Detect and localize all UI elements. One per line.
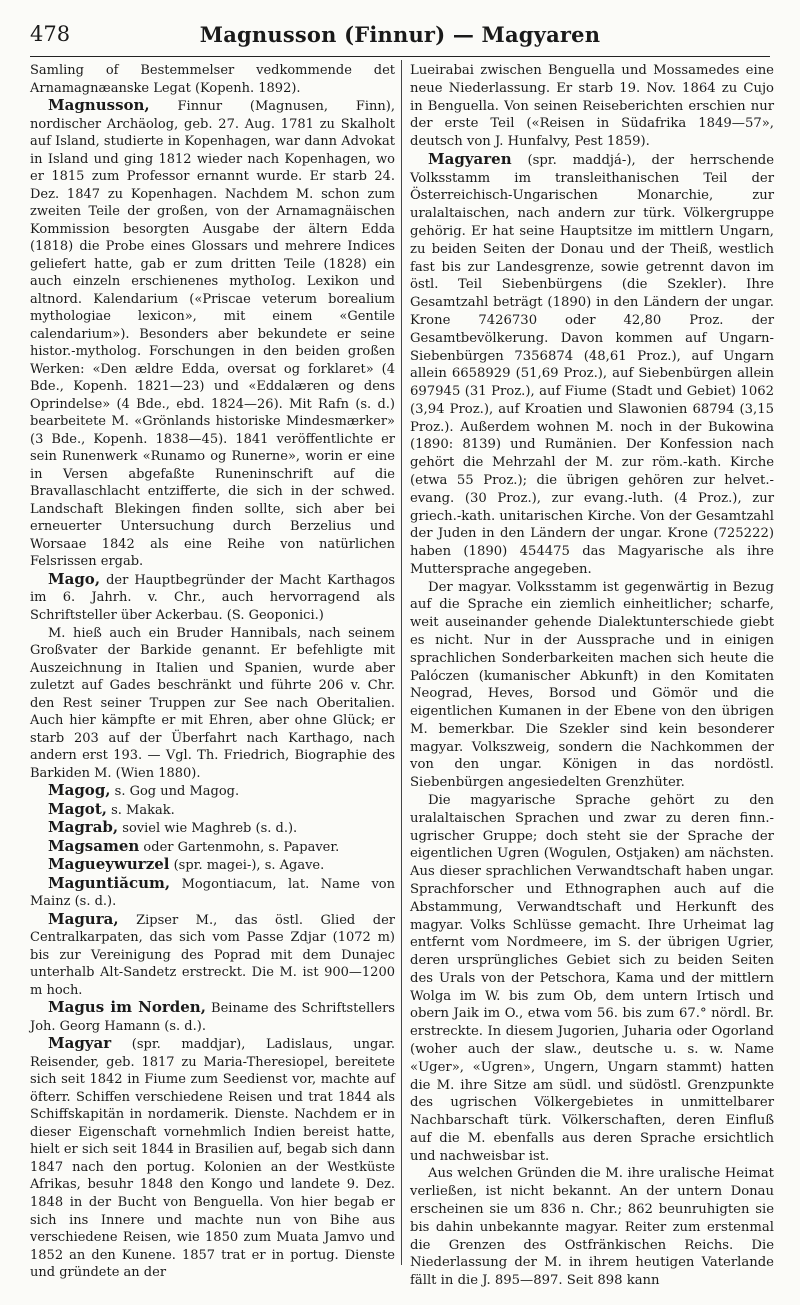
entry-text: (spr. magei-), s. Agave. [169,858,325,874]
running-title: Magnusson (Finnur) — Magyaren [199,22,601,47]
entry-text: Der magyar. Volksstamm ist gegenwärtig in Bezug auf die Sprache ein ziemlich einheitlicher; scharfe, weit auseinander gehende Dialektunterschiede giebt es nicht. Nur in der Aussprache und in einigen sprachlichen Sonderbarkeiten machen sich heute die Palóczen (kumanischer Abkunft) in den Komitaten Neograd, Heves, Borsod und Gömör und die eigentlichen Kumanen in der Ebene von den übrigen M. bemerkbar. Die Szekler sind kein besonderer magyar. Volkszweig, sondern die Nachkommen der von den ungar. Königen in das nordöstl. Siebenbürgen angesiedelten Grenzhüter. [410,579,774,791]
entry-text: M. hieß auch ein Bruder Hannibals, nach seinem Großvater der Barkide genannt. Er befehligte mit Auszeichnung in Italien und Spanien, wurde aber zuletzt auf Gades beschränkt und führte 206 v. Chr. den Rest seiner Truppen zur See nach Oberitalien. Auch hier kämpfte er mit Ehren, aber ohne Glück; er starb 203 auf der Überfahrt nach Karthago, nach andern erst 193. — Vgl. Th. Friedrich, Biographie des Barkiden M. (Wien 1880). [30,625,395,781]
page-header [30,22,770,52]
entry-headword: Mago, [48,569,101,588]
entry-paragraph [30,625,395,783]
entry-paragraph [30,571,395,625]
page-number: 478 [30,22,71,46]
entry-text: der Hauptbegründer der Macht Karthagos im 6. Jahrh. v. Chr., auch hervorragend als Schriftsteller über Ackerbau. (S. Geoponici.) [30,572,395,623]
entry-headword: Magot, [48,799,107,818]
entry-paragraph [30,999,395,1035]
entry-paragraph [410,1165,774,1289]
entry-headword: Magyar [48,1034,112,1053]
entry-text: Mogontiacum, lat. Name von Mainz (s. d.). [30,876,395,910]
entry-paragraph [30,1035,395,1281]
entry-paragraph [410,62,774,151]
entry-paragraph [410,792,774,1165]
entry-paragraph [30,782,395,801]
entry-headword: Magnusson, [48,96,150,115]
entry-headword: Magsamen [48,836,140,855]
header-rule [30,56,770,57]
entry-headword: Magus im Norden, [48,998,206,1017]
entry-paragraph [30,875,395,911]
entry-text: (spr. maddjar), Ladislaus, ungar. Reisender, geb. 1817 zu Maria-Theresiopel, bereitete sich seit 1842 in Fiume zum Seedienst vor, machte auf öfterr. Schiffen verschiedene Reisen und trat 1844 als Schiffskapitän in nordamerik. Dienste. Nachdem er in dieser Eigenschaft vornehmlich Indien bereist hatte, hielt er sich seit 1844 in Brasilien auf, begab sich dann 1847 nach den portug. Kolonien an der Westküste Afrikas, besuhr 1848 den Kongo und landete 9. Dez. 1848 in der Bucht von Benguella. Von hier begab er sich ins Innere und machte nun von Bihe aus verschiedene Reisen, wie 1850 zum Muata Jamvo und 1852 an den Kunene. 1857 trat er in portug. Dienste und gründete an der [30,1037,395,1281]
entry-text: Beiname des Schriftstellers Joh. Georg Hamann (s. d.). [30,1001,395,1034]
right-column [410,62,774,1290]
entry-paragraph [30,856,395,875]
entry-headword: Magueywurzel [48,855,170,874]
left-column [30,62,395,1282]
entry-paragraph [30,801,395,820]
entry-text: Samling of Bestemmelser vedkommende det Arnamagnæanske Legat (Kopenh. 1892). [30,63,395,96]
entry-paragraph [30,819,395,838]
entry-text: (spr. maddjá-), der herrschende Volksstamm im transleithanischen Teil der Österreichisch-Ungarischen Monarchie, zur uralaltaischen, nach andern zur türk. Völkergruppe gehörig. Er hat seine Hauptsitze im mittlern Ungarn, zu beiden Seiten der Donau und der Theiß, westlich fast bis zur Landesgrenze, sowie getrennt davon im östl. Teil Siebenbürgens (die Szekler). Ihre Gesamtzahl beträgt (1890) in den Ländern der ungar. Krone 7426730 oder 42,80 Proz. der Gesamtbevölkerung. Davon kommen auf Ungarn-Siebenbürgen 7356874 (48,61 Proz.), auf Ungarn allein 6658929 (51,69 Proz.), auf Siebenbürgen allein 697945 (31 Proz.), auf Fiume (Stadt und Gebiet) 1062 (3,94 Proz.), auf Kroatien und Slawonien 68794 (3,15 Proz.). Außerdem wohnen M. noch in der Bukowina (1890: 8139) und Rumänien. Der Konfession nach gehört die Mehrzahl der M. zur röm.-kath. Kirche (etwa 55 Proz.); die übrigen gehören zur helvet.-evang. (30 Proz.), zur evang.-luth. (4 Proz.), zur griech.-kath. unitarischen Kirche. Von der Gesamtzahl der Juden in den Ländern der ungar. Krone (725222) haben (1890) 454475 das Magyarische als ihre Muttersprache angegeben. [410,152,774,577]
column-divider [401,60,402,1265]
entry-text: Finnur (Magnusen, Finn), nordischer Archäolog, geb. 27. Aug. 1781 zu Skalholt auf Island, studierte in Kopenhagen, war dann Advokat in Island und ging 1812 wieder nach Kopenhagen, wo er 1815 zum Professor ernannt wurde. Er starb 24. Dez. 1847 zu Kopenhagen. Nachdem M. schon zum zweiten Teile der großen, von der Arnamagnäischen Kommission besorgten Ausgabe der ältern Edda (1818) die Probe eines Glossars und mehrere Indices geliefert hatte, gab er zum dritten Teile (1828) ein auch einzeln erschienenes mythoIog. Lexikon und altnord. Kalendarium («Priscae veterum borealium mythologiae lexicon», mit einem «Gentile calendarium»). Besonders aber bekundete er seine histor.-mytholog. Forschungen in den beiden großen Werken: «Den ældre Edda, oversat og forklaret» (4 Bde., Kopenh. 1821—23) und «Eddalæren og dens Oprindelse» (4 Bde., ebd. 1824—26). Mit Rafn (s. d.) bearbeitete M. «Grönlands historiske Mindesmærker» (3 Bde., Kopenh. 1838—45). 1841 veröffentlichte er sein Runenwerk «Runamo og Runerne», worin er eine in Versen abgefaßte Runeninschrift auf die Bravallaschlacht entzifferte, die sich in der schwed. Landschaft Blekingen finden sollte, sich aber bei erneuerter Untersuchung durch Berzelius und Worsaae 1842 als eine Reihe von natürlichen Felsrissen ergab. [30,99,395,570]
entry-paragraph [30,97,395,571]
entry-text: oder Gartenmohn, s. Papaver. [139,839,340,855]
entry-headword: Magura, [48,909,119,928]
entry-text: s. Gog und Magog. [110,784,240,800]
entry-headword: Magog, [48,781,111,800]
entry-paragraph [30,911,395,1000]
entry-text: soviel wie Maghreb (s. d.). [118,821,298,837]
entry-text: Lueirabai zwischen Benguella und Mossamedes eine neue Niederlassung. Er starb 19. Nov. 1864 zu Cujo in Benguella. Von seinen Reiseberichten erschien nur der erste Teil («Reisen in Südafrika 1849—57», deutsch von J. Hunfalvy, Pest 1859). [410,63,774,150]
entry-headword: Magrab, [48,818,119,837]
entry-paragraph [30,838,395,857]
entry-text: s. Makak. [106,802,175,818]
entry-text: Die magyarische Sprache gehört zu den uralaltaischen Sprachen und zwar zu deren finn.-ugrischer Gruppe; doch steht sie der Sprache der eigentlichen Ugren (Wogulen, Ostjaken) am nächsten. Aus dieser sprachlichen Verwandtschaft haben ungar. Sprachforscher und Ethnographen auch auf die Abstammung, Verwandtschaft und Herkunft des magyar. Volks Schlüsse gemacht. Ihre Urheimat lag entfernt vom Nordmeere, im S. der übrigen Ugrier, deren ursprüngliches Gebiet sich zu beiden Seiten des Urals von der Petschora, Kama und der mittlern Wolga im W. bis zum Ob, dem untern Irtisch und obern Jaik im O., etwa vom 56. bis zum 67.° nördl. Br. erstreckte. In diesem Jugorien, Juharia oder Ogorland (woher auch der slaw., deutsche u. s. w. Name «Uger», «Ugren», Ungern, Ungarn stammt) hatten die M. ihre Sitze am südl. und südöstl. Grenzpunkte des ugrischen Völkergebietes in unmittelbarer Nachbarschaft türk. Völkerschaften, deren Einfluß auf die M. ebenfalls aus deren Sprache ersichtlich und nachweisbar ist. [410,793,774,1164]
entry-headword: Maguntiăcum, [48,873,171,892]
entry-headword: Magyaren [428,149,512,168]
entry-paragraph [410,579,774,792]
entry-paragraph [30,62,395,97]
entry-text: Aus welchen Gründen die M. ihre uralische Heimat verließen, ist nicht bekannt. An der untern Donau erscheinen sie um 836 n. Chr.; 862 beunruhigten sie bis dahin unbekannte magyar. Reiter zum erstenmal die Grenzen des Ostfränkischen Reichs. Die Niederlassung der M. in ihrem heutigen Vaterlande fällt in die J. 895—897. Seit 898 kann [410,1166,774,1289]
entry-paragraph [410,151,774,579]
entry-text: Zipser M., das östl. Glied der Centralkarpaten, das sich vom Passe Zdjar (1072 m) bis zur Vereinigung des Poprad mit dem Dunajec unterhalb Alt-Sandetz erstreckt. Die M. ist 900—1200 m hoch. [30,912,395,998]
